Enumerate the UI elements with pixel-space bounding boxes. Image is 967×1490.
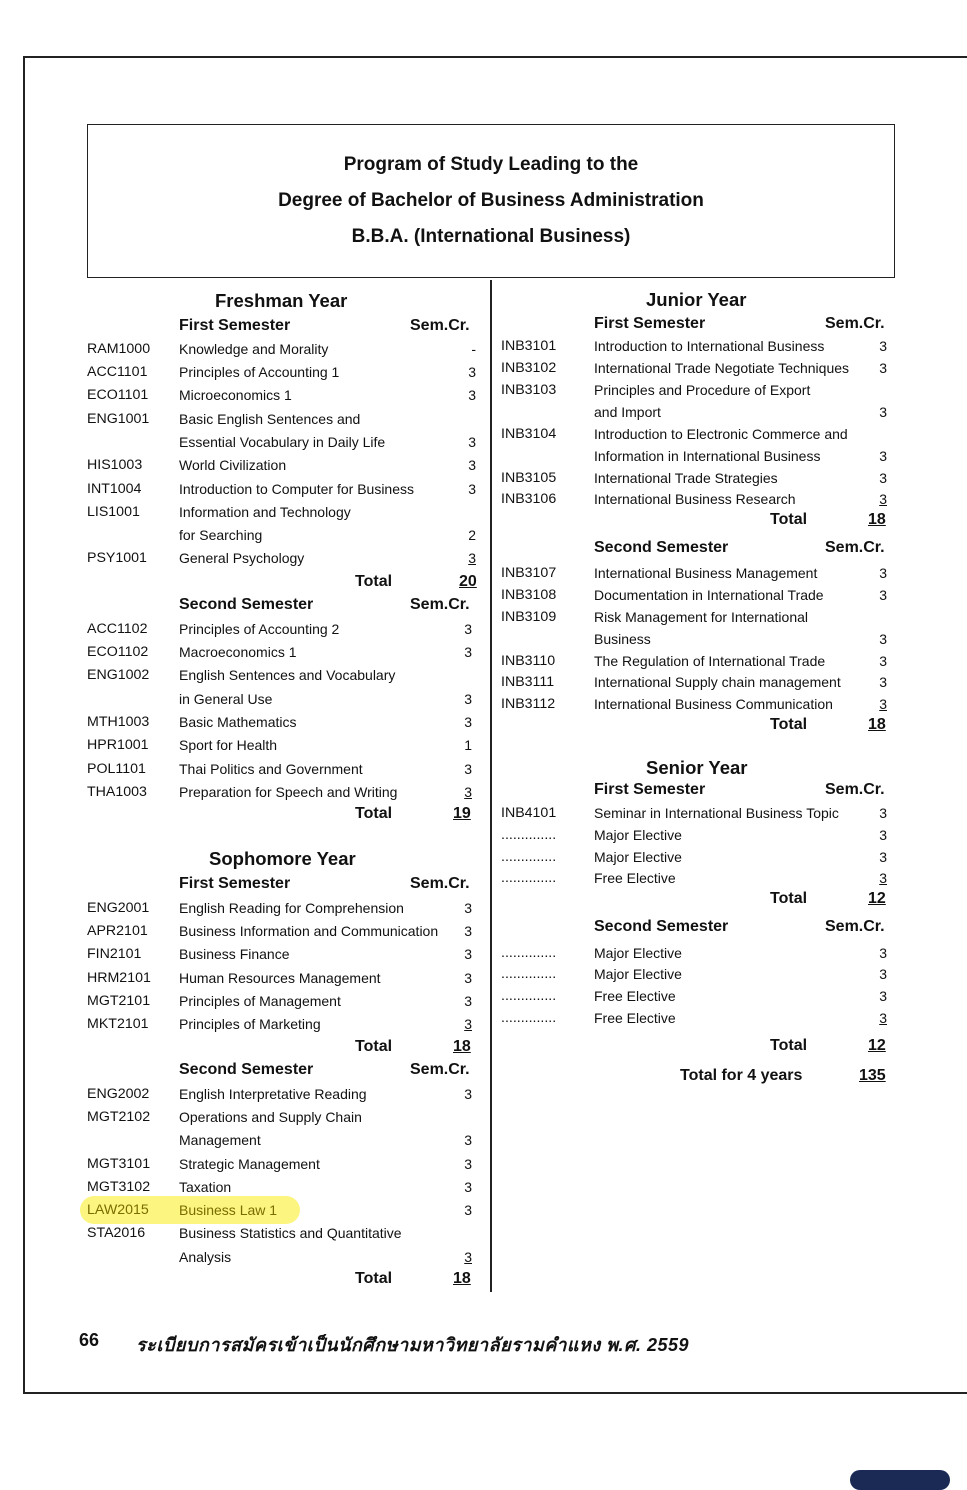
course-credits: 3: [879, 696, 887, 712]
course-code: ..............: [501, 1010, 557, 1026]
course-credits: 3: [879, 988, 887, 1004]
course-code: THA1003: [87, 784, 147, 800]
total-label: Total: [770, 716, 808, 733]
course-name: Business Finance: [179, 946, 290, 962]
semester-header: First Semester: [179, 875, 291, 892]
course-code: APR2101: [87, 923, 148, 939]
course-credits: 3: [879, 360, 887, 376]
course-credits: 3: [464, 621, 472, 637]
total-label: Total: [355, 805, 393, 822]
course-name: Basic English Sentences and: [179, 411, 361, 427]
course-credits: 3: [464, 1016, 472, 1032]
course-name: Business Information and Communication: [179, 923, 439, 939]
course-name: Free Elective: [594, 1010, 676, 1026]
course-credits: 3: [464, 1249, 472, 1265]
total-value: 18: [453, 1270, 471, 1287]
course-name: English Reading for Comprehension: [179, 900, 404, 916]
credits-header: Sem.Cr.: [410, 596, 470, 613]
course-code: INB3108: [501, 587, 557, 603]
course-code: MGT3101: [87, 1156, 151, 1172]
course-code: INB3109: [501, 609, 557, 625]
course-credits: 3: [464, 993, 472, 1009]
course-credits: 3: [464, 644, 472, 660]
course-name: Business: [594, 631, 651, 647]
total-label: Total: [770, 511, 808, 528]
grand-total-label: Total for 4 years: [680, 1067, 803, 1084]
course-credits: 3: [879, 404, 887, 420]
course-credits: 3: [879, 338, 887, 354]
course-credits: 3: [468, 434, 476, 450]
course-credits: 3: [879, 827, 887, 843]
course-name: English Sentences and Vocabulary: [179, 667, 396, 683]
course-name: Business Statistics and Quantitative: [179, 1225, 402, 1241]
course-code: HPR1001: [87, 737, 149, 753]
course-name: Information in International Business: [594, 448, 821, 464]
total-label: Total: [770, 890, 808, 907]
course-code: MTH1003: [87, 714, 150, 730]
total-value: 18: [453, 1038, 471, 1055]
title-box: [87, 124, 895, 278]
course-name: and Import: [594, 404, 661, 420]
course-credits: 3: [464, 1156, 472, 1172]
course-name: Introduction to Computer for Business: [179, 481, 415, 497]
course-name: Strategic Management: [179, 1156, 320, 1172]
course-code: INB3104: [501, 426, 557, 442]
course-credits: 3: [464, 900, 472, 916]
course-code: INB3110: [501, 653, 556, 669]
semester-header: First Semester: [594, 781, 706, 798]
course-code: MGT2102: [87, 1109, 151, 1125]
course-name: Principles and Procedure of Export: [594, 382, 811, 398]
course-credits: 3: [464, 923, 472, 939]
course-credits: 3: [464, 761, 472, 777]
course-code: INT1004: [87, 481, 142, 497]
course-code: MGT2101: [87, 993, 151, 1009]
course-credits: 3: [879, 470, 887, 486]
course-code: LAW2015: [87, 1202, 149, 1218]
course-code: ECO1102: [87, 644, 149, 660]
course-name: Principles of Accounting 1: [179, 364, 340, 380]
course-credits: 3: [879, 448, 887, 464]
credits-header: Sem.Cr.: [410, 317, 470, 334]
course-credits: 3: [879, 1010, 887, 1026]
course-name: Information and Technology: [179, 504, 351, 520]
course-name: Essential Vocabulary in Daily Life: [179, 434, 386, 450]
course-name: International Trade Negotiate Techniques: [594, 360, 850, 376]
course-code: POL1101: [87, 761, 146, 777]
total-label: Total: [355, 1270, 393, 1287]
course-code: INB3103: [501, 382, 557, 398]
course-code: ACC1101: [87, 364, 148, 380]
course-code: RAM1000: [87, 341, 151, 357]
course-code: INB3107: [501, 565, 557, 581]
page-number: 66: [79, 1330, 100, 1350]
course-name: Major Elective: [594, 966, 682, 982]
course-credits: 3: [464, 1086, 472, 1102]
course-credits: 3: [464, 1202, 472, 1218]
course-code: STA2016: [87, 1225, 146, 1241]
course-code: ENG2001: [87, 900, 150, 916]
credits-header: Sem.Cr.: [825, 539, 885, 556]
course-credits: 3: [464, 784, 472, 800]
semester-header: First Semester: [594, 315, 706, 332]
course-credits: 1: [464, 737, 472, 753]
course-name: for Searching: [179, 527, 263, 543]
course-name: The Regulation of International Trade: [594, 653, 826, 669]
course-name: Free Elective: [594, 870, 676, 886]
course-code: INB3112: [501, 696, 556, 712]
footer-text: ระเบียบการสมัครเข้าเป็นนักศึกษามหาวิทยาลัยรามคำแหง พ.ศ. 2559: [136, 1335, 689, 1355]
credits-header: Sem.Cr.: [410, 1061, 470, 1078]
course-credits: 3: [879, 966, 887, 982]
scroll-pill: [850, 1470, 950, 1490]
course-code: ..............: [501, 827, 557, 843]
course-code: HRM2101: [87, 970, 151, 986]
course-name: Microeconomics 1: [179, 387, 292, 403]
credits-header: Sem.Cr.: [410, 875, 470, 892]
total-value: 12: [868, 890, 886, 907]
course-credits: 3: [464, 1132, 472, 1148]
total-label: Total: [355, 573, 393, 590]
course-name: World Civilization: [179, 457, 287, 473]
course-name: International Supply chain management: [594, 674, 841, 690]
course-name: Management: [179, 1132, 261, 1148]
course-code: ACC1102: [87, 621, 148, 637]
course-code: ..............: [501, 945, 557, 961]
year-heading-senior: Senior Year: [646, 757, 748, 778]
course-name: International Trade Strategies: [594, 470, 778, 486]
column-divider: [490, 280, 492, 1292]
total-value: 18: [868, 716, 886, 733]
year-heading-junior: Junior Year: [646, 289, 747, 310]
total-value: 20: [459, 573, 477, 590]
course-code: ECO1101: [87, 387, 149, 403]
course-name: Business Law 1: [179, 1202, 278, 1218]
total-label: Total: [770, 1037, 808, 1054]
course-code: INB4101: [501, 805, 557, 821]
course-credits: 3: [879, 631, 887, 647]
credits-header: Sem.Cr.: [825, 918, 885, 935]
course-name: Introduction to International Business: [594, 338, 825, 354]
course-name: English Interpretative Reading: [179, 1086, 367, 1102]
semester-header: First Semester: [179, 317, 291, 334]
course-credits: 3: [879, 945, 887, 961]
course-credits: 3: [879, 491, 887, 507]
course-code: INB3101: [501, 338, 557, 354]
course-name: Analysis: [179, 1249, 232, 1265]
course-code: INB3106: [501, 491, 557, 507]
course-name: Preparation for Speech and Writing: [179, 784, 398, 800]
grand-total-value: 135: [859, 1067, 886, 1084]
year-heading-freshman: Freshman Year: [215, 290, 348, 311]
course-credits: -: [471, 341, 476, 357]
course-name: Sport for Health: [179, 737, 278, 753]
credits-header: Sem.Cr.: [825, 781, 885, 798]
course-credits: 3: [879, 805, 887, 821]
course-code: INB3102: [501, 360, 557, 376]
course-code: INB3111: [501, 674, 555, 690]
course-name: Knowledge and Morality: [179, 341, 329, 357]
course-name: International Business Management: [594, 565, 818, 581]
title-line-1: Program of Study Leading to the: [343, 154, 639, 175]
course-credits: 3: [879, 674, 887, 690]
semester-header: Second Semester: [179, 1061, 314, 1078]
course-name: Principles of Marketing: [179, 1016, 321, 1032]
course-name: Free Elective: [594, 988, 676, 1004]
course-credits: 3: [464, 970, 472, 986]
course-code: ENG1001: [87, 411, 150, 427]
course-credits: 3: [464, 714, 472, 730]
course-name: Documentation in International Trade: [594, 587, 824, 603]
course-name: International Business Research: [594, 491, 796, 507]
course-code: MKT2101: [87, 1016, 149, 1032]
course-name: Macroeconomics 1: [179, 644, 297, 660]
course-name: International Business Communication: [594, 696, 833, 712]
course-name: Operations and Supply Chain: [179, 1109, 362, 1125]
semester-header: Second Semester: [594, 539, 729, 556]
course-credits: 3: [879, 587, 887, 603]
course-credits: 3: [468, 364, 476, 380]
course-code: HIS1003: [87, 457, 143, 473]
course-name: Seminar in International Business Topic: [594, 805, 839, 821]
course-credits: 2: [468, 527, 476, 543]
course-credits: 3: [464, 1179, 472, 1195]
course-name: Major Elective: [594, 945, 682, 961]
course-name: Human Resources Management: [179, 970, 381, 986]
course-name: Basic Mathematics: [179, 714, 297, 730]
course-name: Risk Management for International: [594, 609, 808, 625]
course-name: in General Use: [179, 691, 273, 707]
course-credits: 3: [468, 550, 476, 566]
course-name: Major Elective: [594, 849, 682, 865]
total-label: Total: [355, 1038, 393, 1055]
semester-header: Second Semester: [179, 596, 314, 613]
course-code: MGT3102: [87, 1179, 151, 1195]
course-name: Principles of Management: [179, 993, 341, 1009]
total-value: 19: [453, 805, 471, 822]
course-code: FIN2101: [87, 946, 142, 962]
course-name: Taxation: [179, 1179, 232, 1195]
course-code: LIS1001: [87, 504, 140, 520]
course-credits: 3: [879, 565, 887, 581]
course-name: Thai Politics and Government: [179, 761, 363, 777]
year-heading-sophomore: Sophomore Year: [209, 848, 356, 869]
title-line-2: Degree of Bachelor of Business Administration: [278, 190, 704, 211]
course-credits: 3: [464, 946, 472, 962]
course-code: ..............: [501, 966, 557, 982]
title-line-3: B.B.A. (International Business): [351, 226, 631, 247]
course-name: Major Elective: [594, 827, 682, 843]
course-code: ..............: [501, 988, 557, 1004]
course-code: ..............: [501, 870, 557, 886]
course-name: General Psychology: [179, 550, 305, 566]
course-code: INB3105: [501, 470, 557, 486]
total-value: 18: [868, 511, 886, 528]
course-credits: 3: [464, 691, 472, 707]
course-name: Principles of Accounting 2: [179, 621, 340, 637]
course-code: ..............: [501, 849, 557, 865]
course-code: ENG2002: [87, 1086, 150, 1102]
course-credits: 3: [879, 653, 887, 669]
course-code: PSY1001: [87, 550, 147, 566]
course-code: ENG1002: [87, 667, 150, 683]
course-credits: 3: [468, 457, 476, 473]
course-name: Introduction to Electronic Commerce and: [594, 426, 848, 442]
course-credits: 3: [879, 870, 887, 886]
semester-header: Second Semester: [594, 918, 729, 935]
total-value: 12: [868, 1037, 886, 1054]
course-credits: 3: [879, 849, 887, 865]
course-credits: 3: [468, 481, 476, 497]
course-credits: 3: [468, 387, 476, 403]
credits-header: Sem.Cr.: [825, 315, 885, 332]
